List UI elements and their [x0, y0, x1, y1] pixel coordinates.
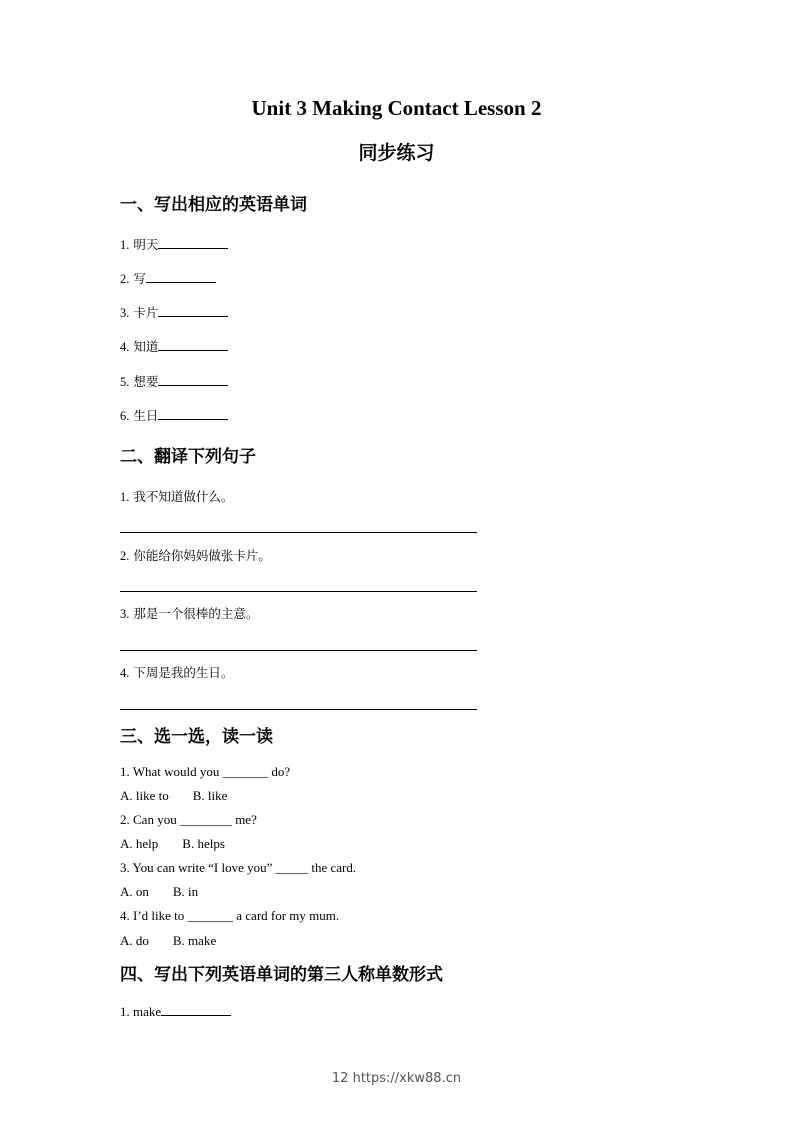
item-number: 4.: [120, 666, 130, 680]
vocab-item-3: [120, 303, 228, 321]
choice-options-3: [120, 884, 198, 900]
document-title: Unit 3 Making Contact Lesson 2: [251, 96, 542, 120]
choice-question-2: 2. Can you ________ me?: [120, 812, 257, 827]
option-b[interactable]: B. in: [172, 884, 199, 899]
choice-options-2: [120, 836, 225, 852]
option-a[interactable]: A. on: [120, 884, 149, 899]
item-number: 5.: [120, 375, 130, 389]
item-number: 2.: [120, 272, 130, 286]
section-3-heading: 三、选一选，读一读: [120, 727, 273, 747]
vocab-item-5: [120, 372, 228, 390]
item-text: 明天: [133, 237, 159, 252]
item-text: 下周是我的生日。: [133, 665, 234, 680]
option-b[interactable]: B. like: [192, 788, 228, 803]
answer-blank[interactable]: [158, 236, 228, 249]
choice-options-1: [120, 788, 227, 804]
option-a[interactable]: A. help: [120, 836, 159, 851]
answer-blank[interactable]: [158, 304, 228, 317]
option-a[interactable]: A. like to: [120, 788, 169, 803]
item-text: 我不知道做什么。: [133, 489, 234, 504]
item-text: 1. make: [120, 1004, 162, 1019]
item-number: 3.: [120, 306, 130, 320]
section-4-heading: 四、写出下列英语单词的第三人称单数形式: [120, 965, 443, 985]
item-number: 6.: [120, 409, 130, 423]
choice-question-3: 3. You can write “I love you” _____ the card.: [120, 860, 357, 875]
section-1-heading: 一、写出相应的英语单词: [120, 195, 307, 215]
vocab-item-4: [120, 337, 228, 355]
item-text: 知道: [133, 339, 159, 354]
item-number: 3.: [120, 607, 130, 621]
answer-line[interactable]: [120, 709, 477, 710]
item-text: 生日: [133, 408, 159, 423]
answer-blank[interactable]: [161, 1003, 231, 1016]
item-text: 卡片: [133, 305, 159, 320]
option-a[interactable]: A. do: [120, 933, 149, 948]
answer-blank[interactable]: [146, 270, 216, 283]
item-number: 4.: [120, 340, 130, 354]
translate-item-4: [120, 663, 233, 681]
option-b[interactable]: B. make: [172, 933, 217, 948]
answer-line[interactable]: [120, 650, 477, 651]
choice-options-4: [120, 933, 216, 949]
translate-item-1: [120, 487, 233, 505]
item-text: 想要: [133, 374, 159, 389]
document-subtitle: 同步练习: [358, 142, 435, 164]
item-text: 写: [133, 271, 146, 286]
vocab-item-1: [120, 235, 228, 253]
item-text: 你能给你妈妈做张卡片。: [133, 548, 271, 563]
option-b[interactable]: B. helps: [182, 836, 225, 851]
section-2-heading: 二、翻译下列句子: [120, 447, 256, 467]
item-number: 1.: [120, 490, 130, 504]
vocab-item-2: [120, 269, 216, 287]
choice-question-4: 4. I’d like to _______ a card for my mum.: [120, 908, 340, 923]
answer-line[interactable]: [120, 591, 477, 592]
vocab-item-6: [120, 406, 228, 424]
answer-blank[interactable]: [158, 373, 228, 386]
item-text: 那是一个很棒的主意。: [133, 606, 259, 621]
choice-question-1: 1. What would you _______ do?: [120, 764, 291, 779]
translate-item-2: [120, 546, 271, 564]
third-person-item-1: [120, 1003, 231, 1020]
answer-line[interactable]: [120, 532, 477, 533]
translate-item-3: [120, 604, 258, 622]
item-number: 2.: [120, 549, 130, 563]
page-footer: 12 https://xkw88.cn: [331, 1071, 462, 1086]
answer-blank[interactable]: [158, 338, 228, 351]
answer-blank[interactable]: [158, 407, 228, 420]
item-number: 1.: [120, 238, 130, 252]
